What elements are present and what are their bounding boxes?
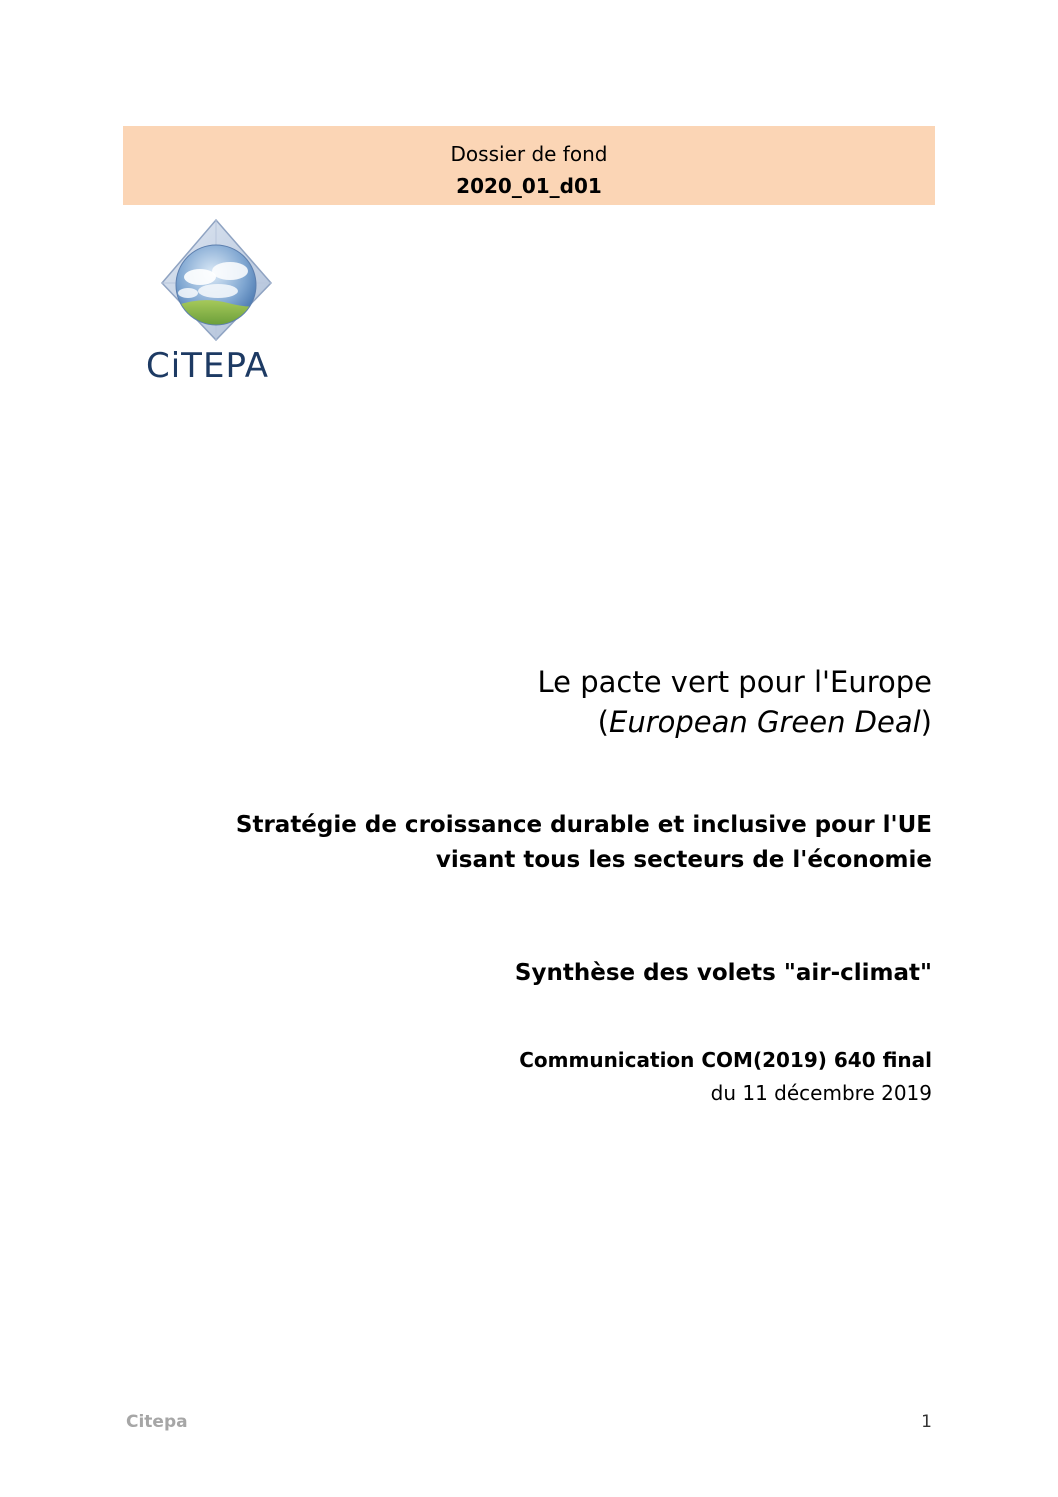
document-type-label: Dossier de fond — [450, 142, 608, 166]
synthesis-heading: Synthèse des volets "air-climat" — [514, 960, 932, 986]
subtitle-line2: visant tous les secteurs de l'économie — [435, 847, 932, 873]
document-title — [538, 662, 932, 742]
document-reference: 2020_01_d01 — [456, 174, 602, 198]
citepa-logo-text: CiTEPA — [146, 346, 270, 386]
title-english-name: European Green Deal — [609, 705, 921, 739]
footer-organization: Citepa — [126, 1412, 188, 1432]
document-header-box — [123, 126, 935, 205]
citepa-logo — [140, 215, 300, 385]
subtitle-line1: Stratégie de croissance durable et inclusive pour l'UE — [235, 812, 932, 838]
communication-reference — [519, 1044, 932, 1110]
title-line1: Le pacte vert pour l'Europe — [537, 665, 932, 699]
document-subtitle — [236, 808, 932, 878]
title-line2 — [538, 702, 932, 742]
citepa-globe-logo-icon — [158, 217, 276, 343]
title-paren-open: ( — [597, 705, 609, 739]
communication-line1: Communication COM(2019) 640 final — [519, 1048, 932, 1072]
title-paren-close: ) — [920, 705, 932, 739]
page-number: 1 — [921, 1412, 932, 1432]
communication-date: du 11 décembre 2019 — [710, 1081, 932, 1105]
